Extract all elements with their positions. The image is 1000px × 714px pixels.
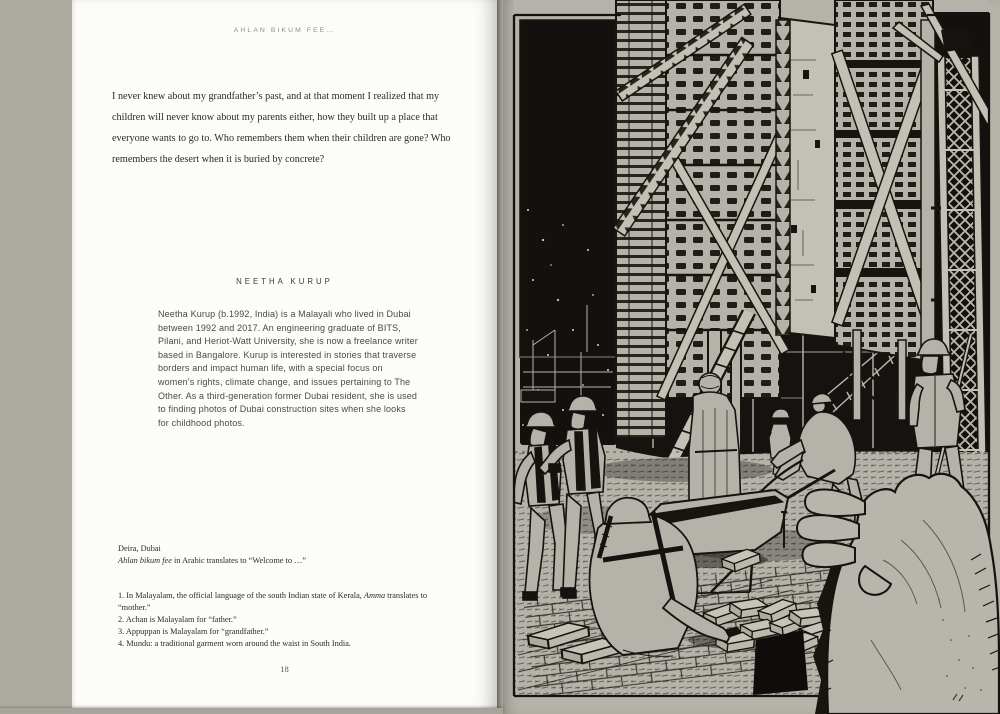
- caption-phrase-italic: Ahlan bikum fee: [118, 556, 172, 565]
- left-page: [72, 0, 497, 709]
- body-paragraph: I never knew about my grandfather’s past, and at that moment I realized that my children will never know about my parents either, how they built up a place that everyone wants to go to. Who remembers them when their children are gone? Who remembers the desert when it is buried by concrete?: [112, 91, 451, 165]
- footnotes-block: [118, 590, 450, 650]
- night-sky-left: [520, 20, 617, 445]
- footnote-1: 1. In Malayalam, the official language of the south Indian state of Kerala, Amma translates to “mother.”: [118, 591, 428, 612]
- caption-translation: [118, 555, 458, 567]
- giant-hand: [797, 474, 1000, 714]
- author-heading: NEETHA KURUP: [236, 277, 333, 286]
- running-header: AHLAN BIKUM FEE…: [233, 27, 336, 34]
- right-page: [503, 0, 1000, 714]
- footnote-3: 3. Appuppan is Malayalam for “grandfather.”: [118, 627, 269, 636]
- photo-bottom-edge: [0, 708, 503, 714]
- footnote-4: 4. Mundu: a traditional garment worn around the waist in South India.: [118, 639, 351, 648]
- author-bio: Neetha Kurup (b.1992, India) is a Malayali who lived in Dubai between 1992 and 2017. An engineering graduate of BITS, Pilani, and Heriot-Watt University, she is now a freelance writer based in Bangalore. Kurup is interested in stories that traverse borders and impact human life, with a special focus on women’s rights, climate change, and issues pertaining to The Other. As a third-generation former Dubai resident, she is used to finding photos of Dubai construction sites when she looks for childhood photos.: [158, 309, 418, 428]
- page-number: 18: [280, 664, 289, 674]
- caption-block: [118, 543, 458, 567]
- caption-phrase-rest: in Arabic translates to “Welcome to …”: [171, 556, 307, 565]
- caption-location: Deira, Dubai: [118, 544, 161, 553]
- footnote-2: 2. Achan is Malayalam for “father.”: [118, 615, 237, 624]
- construction-illustration: [503, 0, 1000, 714]
